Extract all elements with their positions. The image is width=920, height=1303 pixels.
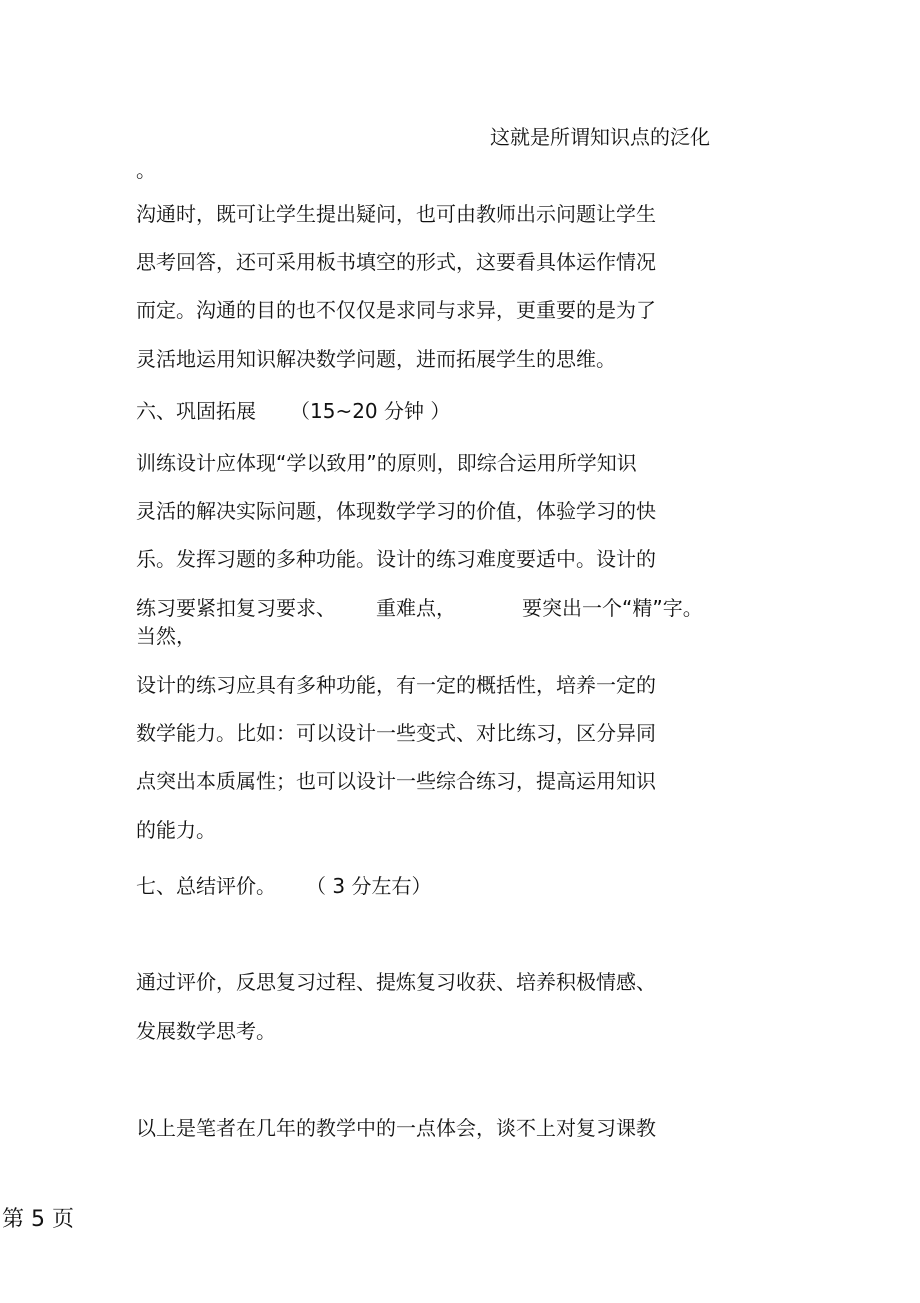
paragraph-line: 设计的练习应具有多种功能，有一定的概括性，培养一定的 xyxy=(136,673,656,697)
paragraph-line: 训练设计应体现“学以致用”的原则，即综合运用所学知识 xyxy=(136,451,637,475)
section-6-time: （15~20 分钟 ） xyxy=(290,399,451,423)
paragraph-line: 发展数学思考。 xyxy=(136,1019,276,1043)
paragraph-line: 灵活的解决实际问题，体现数学学习的价值，体验学习的快 xyxy=(136,499,656,523)
paragraph-line: 灵活地运用知识解决数学问题，进而拓展学生的思维。 xyxy=(136,347,616,371)
exercise-continuation: 当然， xyxy=(136,624,196,648)
section-7-title: 七、总结评价。 xyxy=(136,874,276,898)
paragraph-line: 沟通时，既可让学生提出疑问，也可由教师出示问题让学生 xyxy=(136,202,656,226)
paragraph-line: 思考回答，还可采用板书填空的形式，这要看具体运作情况 xyxy=(136,250,656,274)
section-7-time: （ 3 分左右） xyxy=(306,874,432,898)
section-6-heading xyxy=(136,399,450,423)
exercise-part-2: 重难点， xyxy=(376,596,456,620)
exercise-part-1: 练习要紧扣复习要求、 xyxy=(136,596,336,620)
exercise-part-3: 要突出一个“精”字。 xyxy=(522,596,703,620)
paragraph-line: 的能力。 xyxy=(136,818,216,842)
exercise-line xyxy=(136,596,703,620)
header-fragment: 这就是所谓知识点的泛化 xyxy=(490,125,710,149)
paragraph-line: 数学能力。比如：可以设计一些变式、对比练习，区分异同 xyxy=(136,721,656,745)
header-period: 。 xyxy=(136,158,156,182)
paragraph-line: 点突出本质属性；也可以设计一些综合练习，提高运用知识 xyxy=(136,769,656,793)
section-7-heading xyxy=(136,874,431,898)
paragraph-line: 以上是笔者在几年的教学中的一点体会，谈不上对复习课教 xyxy=(136,1116,656,1140)
paragraph-line: 而定。沟通的目的也不仅仅是求同与求异，更重要的是为了 xyxy=(136,298,656,322)
section-6-title: 六、巩固拓展 xyxy=(136,399,256,423)
page-number: 第 5 页 xyxy=(2,1207,74,1232)
paragraph-line: 乐。发挥习题的多种功能。设计的练习难度要适中。设计的 xyxy=(136,547,656,571)
paragraph-line: 通过评价，反思复习过程、提炼复习收获、培养积极情感、 xyxy=(136,970,656,994)
